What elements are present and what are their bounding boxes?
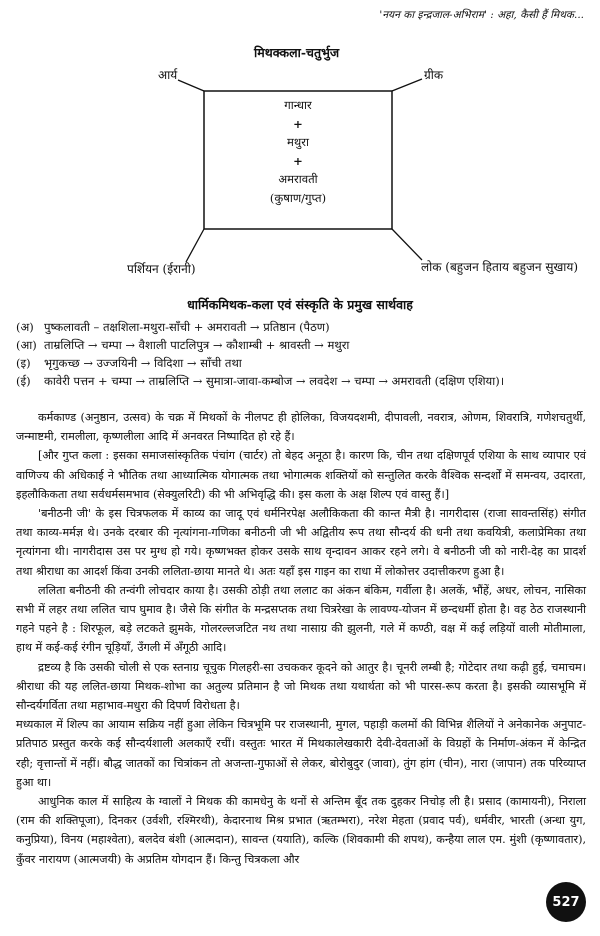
paragraph: ललिता बनीठनी की तन्वंगी लोचदार काया है। उसकी ठोड़ी तथा ललाट का अंकन बंकिम, गर्वीला है। अलकें, भौंहें, अधर, लोचन, नासिका सभी में लहर तथा ललित चाप घुमाव है। जैसे कि संगीत के मन्द्रसप्तक तथा चित्ररेखा के लावण्य-योजन में छन्दधर्मी होता है। वह ठेठ राजस्थानी गहने पहने है : शिरफूल, बड़े लटकते झुमके, गोलरल्लजटित नथ तथा नासाग्र की झुलनी, गले में कण्ठी, वक्ष में कई लड़ियों वाली मोतीमाला, हाथ में कई-कई रंगीन चूड़ियाँ, उँगली में अँगूठी आदि। <box>16 583 586 655</box>
corner-label-bottom-right: लोक (बहुजन हिताय बहुजन सुखाय) <box>421 260 579 274</box>
route-list <box>16 318 586 390</box>
box-line: मथुरा <box>287 135 309 149</box>
paragraph: [और गुप्त कला : इसका समाजसांस्कृतिक पंचांग (चार्टर) तो बेहद अनूठा है। कारण कि, चीन तथा दक्षिणपूर्व एशिया के साथ व्यापार एवं वाणिज्य की अधिकाई ने भौतिक तथा आध्यात्मिक योगात्मक तथा भोगात्मक शक्तियों को सन्तुलित करके वैश्विक सन्दर्शों में समन्वय, उदारता, इहलौकिकता तथा सर्वधर्मसमभाव (सेक्युलरिटी) की भी अभिवृद्धि की। इस कला के अक्ष शिल्प एवं वास्तु हैं।] <box>16 449 586 501</box>
route-item <box>16 372 586 390</box>
route-item <box>16 318 586 336</box>
section-title: धार्मिकमिथक-कला एवं संस्कृति के प्रमुख सार्थवाह <box>187 297 413 312</box>
route-item <box>16 336 586 354</box>
chaturbhuj-diagram <box>0 0 600 300</box>
route-marker: (ई) <box>16 374 31 388</box>
corner-label-top-left: आर्य <box>158 68 178 82</box>
body-text <box>16 408 586 869</box>
running-header: 'नयन का इन्द्रजाल-अभिराम' : अहा, कैसी हैं मिथक... <box>379 9 584 21</box>
paragraph: द्रष्टव्य है कि उसकी चोली से एक स्तनाग्र चूचुक गिलहरी-सा उचककर कूदने को आतुर है। चूनरी लम्बी है; गोटेदार तथा कढ़ी हुई, चमाचम। श्रीराधा की यह ललित-छाया मिथक-शोभा का अतुल्य प्रतिमान है जो मिथक तथा यथार्थता को भी पारस-रूप करता है। इसकी व्यासभूमि में सौन्दर्यगर्विता तथा महाभाव-मधुरा की दिपर्ण विरोधता है। <box>16 660 586 713</box>
line-bottom-right <box>392 229 422 260</box>
route-marker: (आ) <box>16 338 37 352</box>
box-line: गान्धार <box>284 98 312 112</box>
box-line: + <box>293 116 303 131</box>
route-text: ताम्रलिप्ति → चम्पा → वैशाली पाटलिपुत्र → कौशाम्बी + श्रावस्ती → मथुरा <box>44 338 350 352</box>
corner-label-top-right: ग्रीक <box>424 68 444 82</box>
box-content <box>222 96 374 207</box>
route-marker: (अ) <box>16 320 34 334</box>
line-top-left <box>178 80 204 91</box>
line-top-right <box>392 79 422 91</box>
route-text: भृगुकच्छ → उज्जयिनी → विदिशा → साँची तथा <box>44 356 242 370</box>
paragraph: कर्मकाण्ड (अनुष्ठान, उत्सव) के चक्र में मिथकों के नीलपट ही होलिका, विजयदशमी, दीपावली, नवरात्र, ओणम, शिवरात्रि, गणेशचतुर्थी, जन्माष्टमी, रामलीला, कृष्णलीला आदि में अनवरत निष्पादित हो रहे हैं। <box>16 411 586 444</box>
corner-label-bottom-left: पर्शियन (ईरानी) <box>127 262 196 276</box>
line-bottom-left <box>186 229 204 262</box>
diagram-title: मिथक्कला-चतुर्भुज <box>254 45 340 60</box>
paragraph: 'बनीठनी जी' के इस चित्रफलक में काव्य का जादू एवं धर्मनिरपेक्ष अलौकिकता की कान्त मैत्री है। नागरीदास (राजा सावन्तसिंह) संगीत तथा काव्य-मर्मज्ञ थे। उनके दरबार की नृत्यांगना-गणिका बनीठनी जी भी अद्वितीय रूप तथा सौन्दर्य की धनी तथा कवयित्री, कलाप्रेमिका तथा नृत्यांगना थी। नागरीदास उस पर मुग्ध हो गये। कृष्णभक्त होकर उसके साथ वृन्दावन आकर रहने लगे। वे बनीठनी जी को नारी-देह का प्रादर्श तथा श्रीराधा का आदर्श किंवा उनकी ललिता-छाया मानते थे। अतः यहाँ इस गाइन का राधा में लोकोत्तर उदात्तीकरण हुआ है। <box>16 507 586 578</box>
route-text: कावेरी पत्तन + चम्पा → ताम्रलिप्ति → सुमात्रा-जावा-कम्बोज → लवदेश → चम्पा → अमरावती (दक्षिण एशिया)। <box>44 374 505 388</box>
paragraph: मध्यकाल में शिल्प का आयाम सक्रिय नहीं हुआ लेकिन चित्रभूमि पर राजस्थानी, मुगल, पहाड़ी कलमों की विभिन्न शैलियों ने अनेकानेक अनुपाट-प्रतिपाठ प्रस्तुत करके कई सौन्दर्यशाली अलकाएँ रचीं। वस्तुतः भारत में मिथकालेखकारी देवी-देवताओं के विग्रहों के निर्माण-अंकन में केन्द्रित रही; वृत्तान्तों में नहीं। बौद्ध जातकों का चित्रांकन तो अजन्ता-गुफाओं से लेकर, बोरोबुदुर (जावा), तुंग हांग (चीन), नारा (जापान) तक परिव्याप्त हुआ था। <box>16 718 586 789</box>
paragraph: आधुनिक काल में साहित्य के ग्वालों ने मिथक की कामधेनु के थनों से अन्तिम बूँद तक दुहकर निचोड़ ली है। प्रसाद (कामायनी), निराला (राम की शक्तिपूजा), दिनकर (उर्वशी, रश्मिरथी), केदारनाथ मिश्र प्रभात (ऋतम्भरा), नरेश मेहता (प्रवाद पर्व), धर्मवीर, भारती (अन्धा युग, कनुप्रिया), विनय (महाश्वेता), बलदेव बंशी (आत्मदान), सावन्त (ययाति), कल्कि (शिवकामी की शपथ), कन्हैया लाल एम. मुंशी (कृष्णावतार), कुँवर नारायण (आत्मजयी) के अप्रतिम योगदान हैं। किन्तु चित्रकला और <box>16 795 586 866</box>
route-item <box>16 354 586 372</box>
page-number: 527 <box>546 882 586 922</box>
route-marker: (इ) <box>16 356 31 370</box>
box-line: (कुषाण/गुप्त) <box>269 190 327 205</box>
box-line: + <box>293 153 303 168</box>
box-line: अमरावती <box>278 172 318 186</box>
route-text: पुष्कलावती – तक्षशिला-मथुरा-साँची + अमरावती → प्रतिष्ठान (पैठण) <box>44 320 330 334</box>
